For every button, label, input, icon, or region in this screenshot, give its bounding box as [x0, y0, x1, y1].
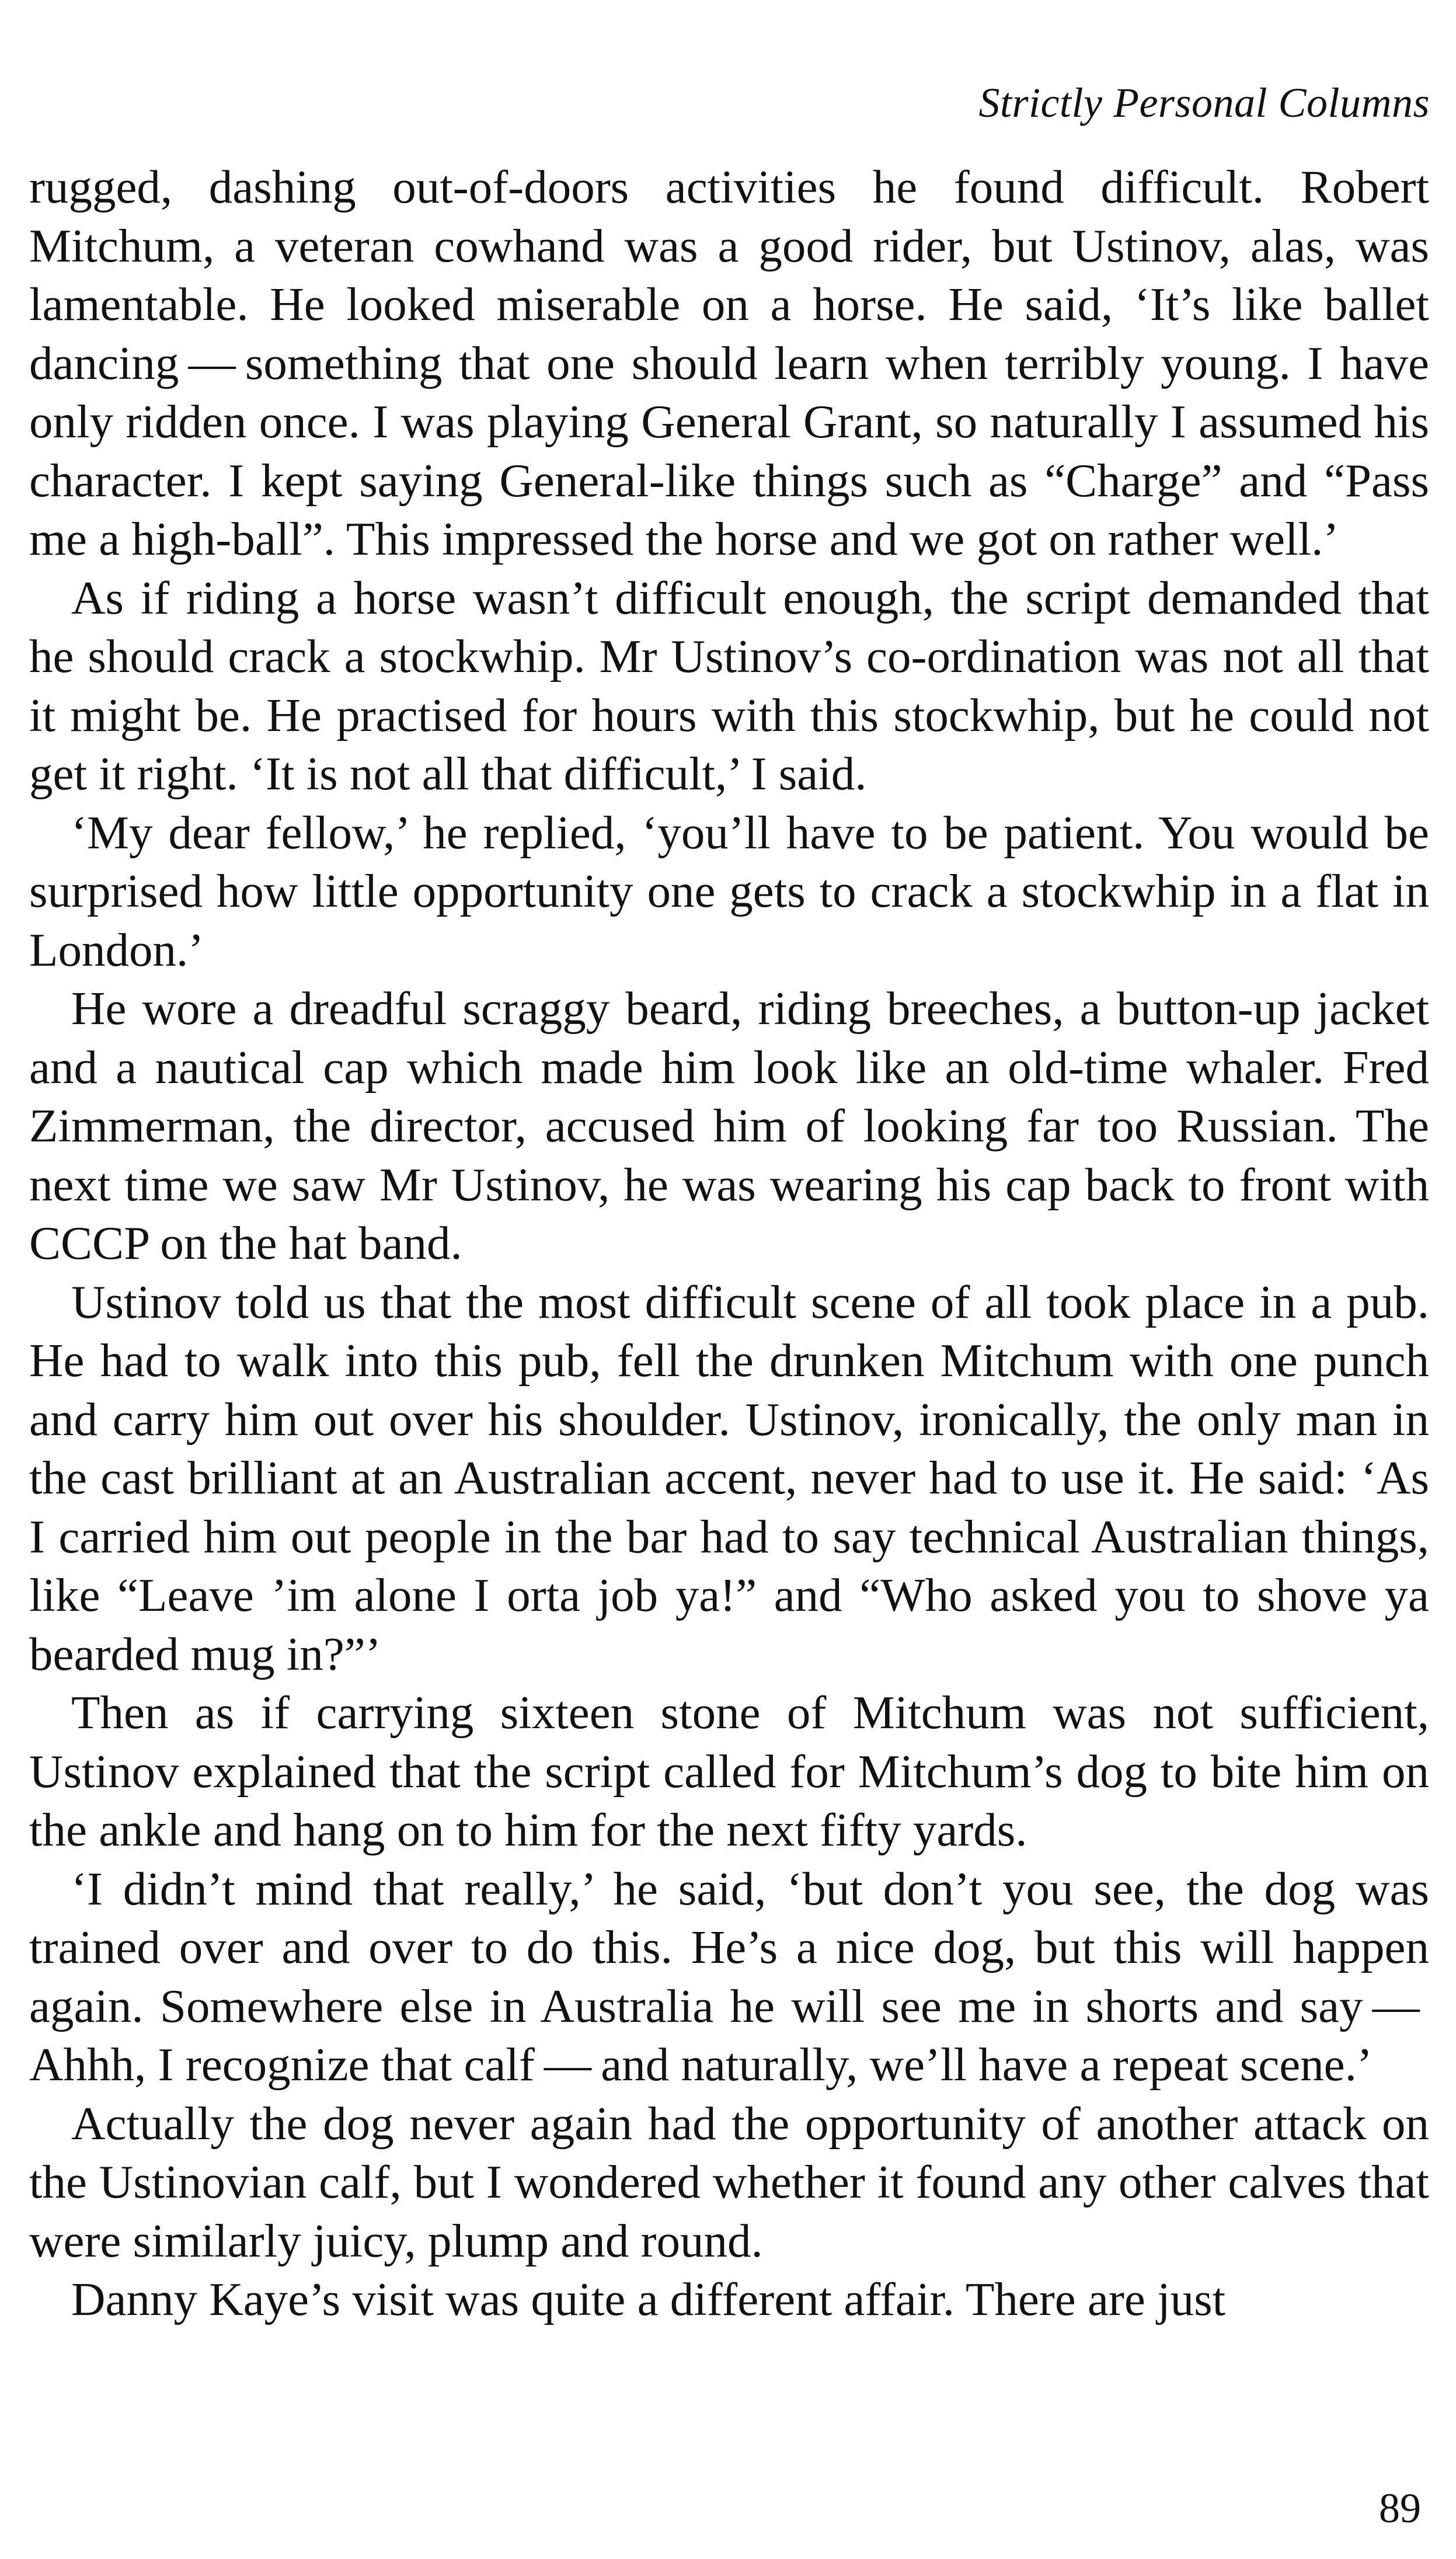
paragraph-7: ‘I didn’t mind that really,’ he said, ‘but don’t you see, the dog was trained over and over to do this. He’s a nice dog, but this will happen again. Somewhere else in Australia he will see me in shorts and say — Ahhh, I recognize that calf — and naturally, we’ll have a repeat scene.’ — [29, 1862, 1429, 2091]
paragraph-6: Then as if carrying sixteen stone of Mitchum was not sufficient, Ustinov explained that the script called for Mitchum’s dog to bite him on the ankle and hang on to him for the next fifty yards. — [29, 1686, 1429, 1856]
paragraph-1: rugged, dashing out-of-doors activities he found difficult. Robert Mitchum, a veteran cowhand was a good rider, but Ustinov, alas, was lamentable. He looked miserable on a horse. He said, ‘It’s like ballet dancing — something that one should learn when terribly young. I have only ridden once. I was playing General Grant, so naturally I assumed his character. I kept saying General-like things such as “Charge” and “Pass me a high-ball”. This impressed the horse and we got on rather well.’ — [29, 161, 1429, 565]
paragraph-2: As if riding a horse wasn’t difficult enough, the script demanded that he should crack a stockwhip. Mr Ustinov’s co-ordination was not all that it might be. He practised for hours with this stockwhip, but he could not get it right. ‘It is not all that difficult,’ I said. — [29, 571, 1429, 800]
paragraph-4: He wore a dreadful scraggy beard, riding breeches, a button-up jacket and a nautical cap which made him look like an old-time whaler. Fred Zimmerman, the director, accused him of looking far too Russian. The next time we saw Mr Ustinov, he was wearing his cap back to front with CCCP on the hat band. — [29, 982, 1429, 1269]
paragraph-3: ‘My dear fellow,’ he replied, ‘you’ll have to be patient. You would be surprised how little opportunity one gets to crack a stockwhip in a flat in London.’ — [29, 806, 1429, 976]
page-number: 89 — [1379, 2485, 1421, 2532]
paragraph-9: Danny Kaye’s visit was quite a different affair. There are just — [71, 2273, 1226, 2325]
paragraph-5: Ustinov told us that the most difficult scene of all took place in a pub. He had to walk into this pub, fell the drunken Mitchum with one punch and carry him out over his shoulder. Ustinov, ironically, the only man in the cast brilliant at an Australian accent, never had to use it. He said: ‘As I carried him out people in the bar had to say technical Australian things, like “Leave ’im alone I orta job ya!” and “Who asked you to shove ya bearded mug in?”’ — [29, 1275, 1429, 1680]
running-head: Strictly Personal Columns — [978, 79, 1430, 126]
paragraph-8: Actually the dog never again had the opportunity of another attack on the Ustinovian calf, but I wondered whether it found any other calves that were similarly juicy, plump and round. — [29, 2097, 1429, 2267]
body-text — [29, 158, 1429, 2329]
